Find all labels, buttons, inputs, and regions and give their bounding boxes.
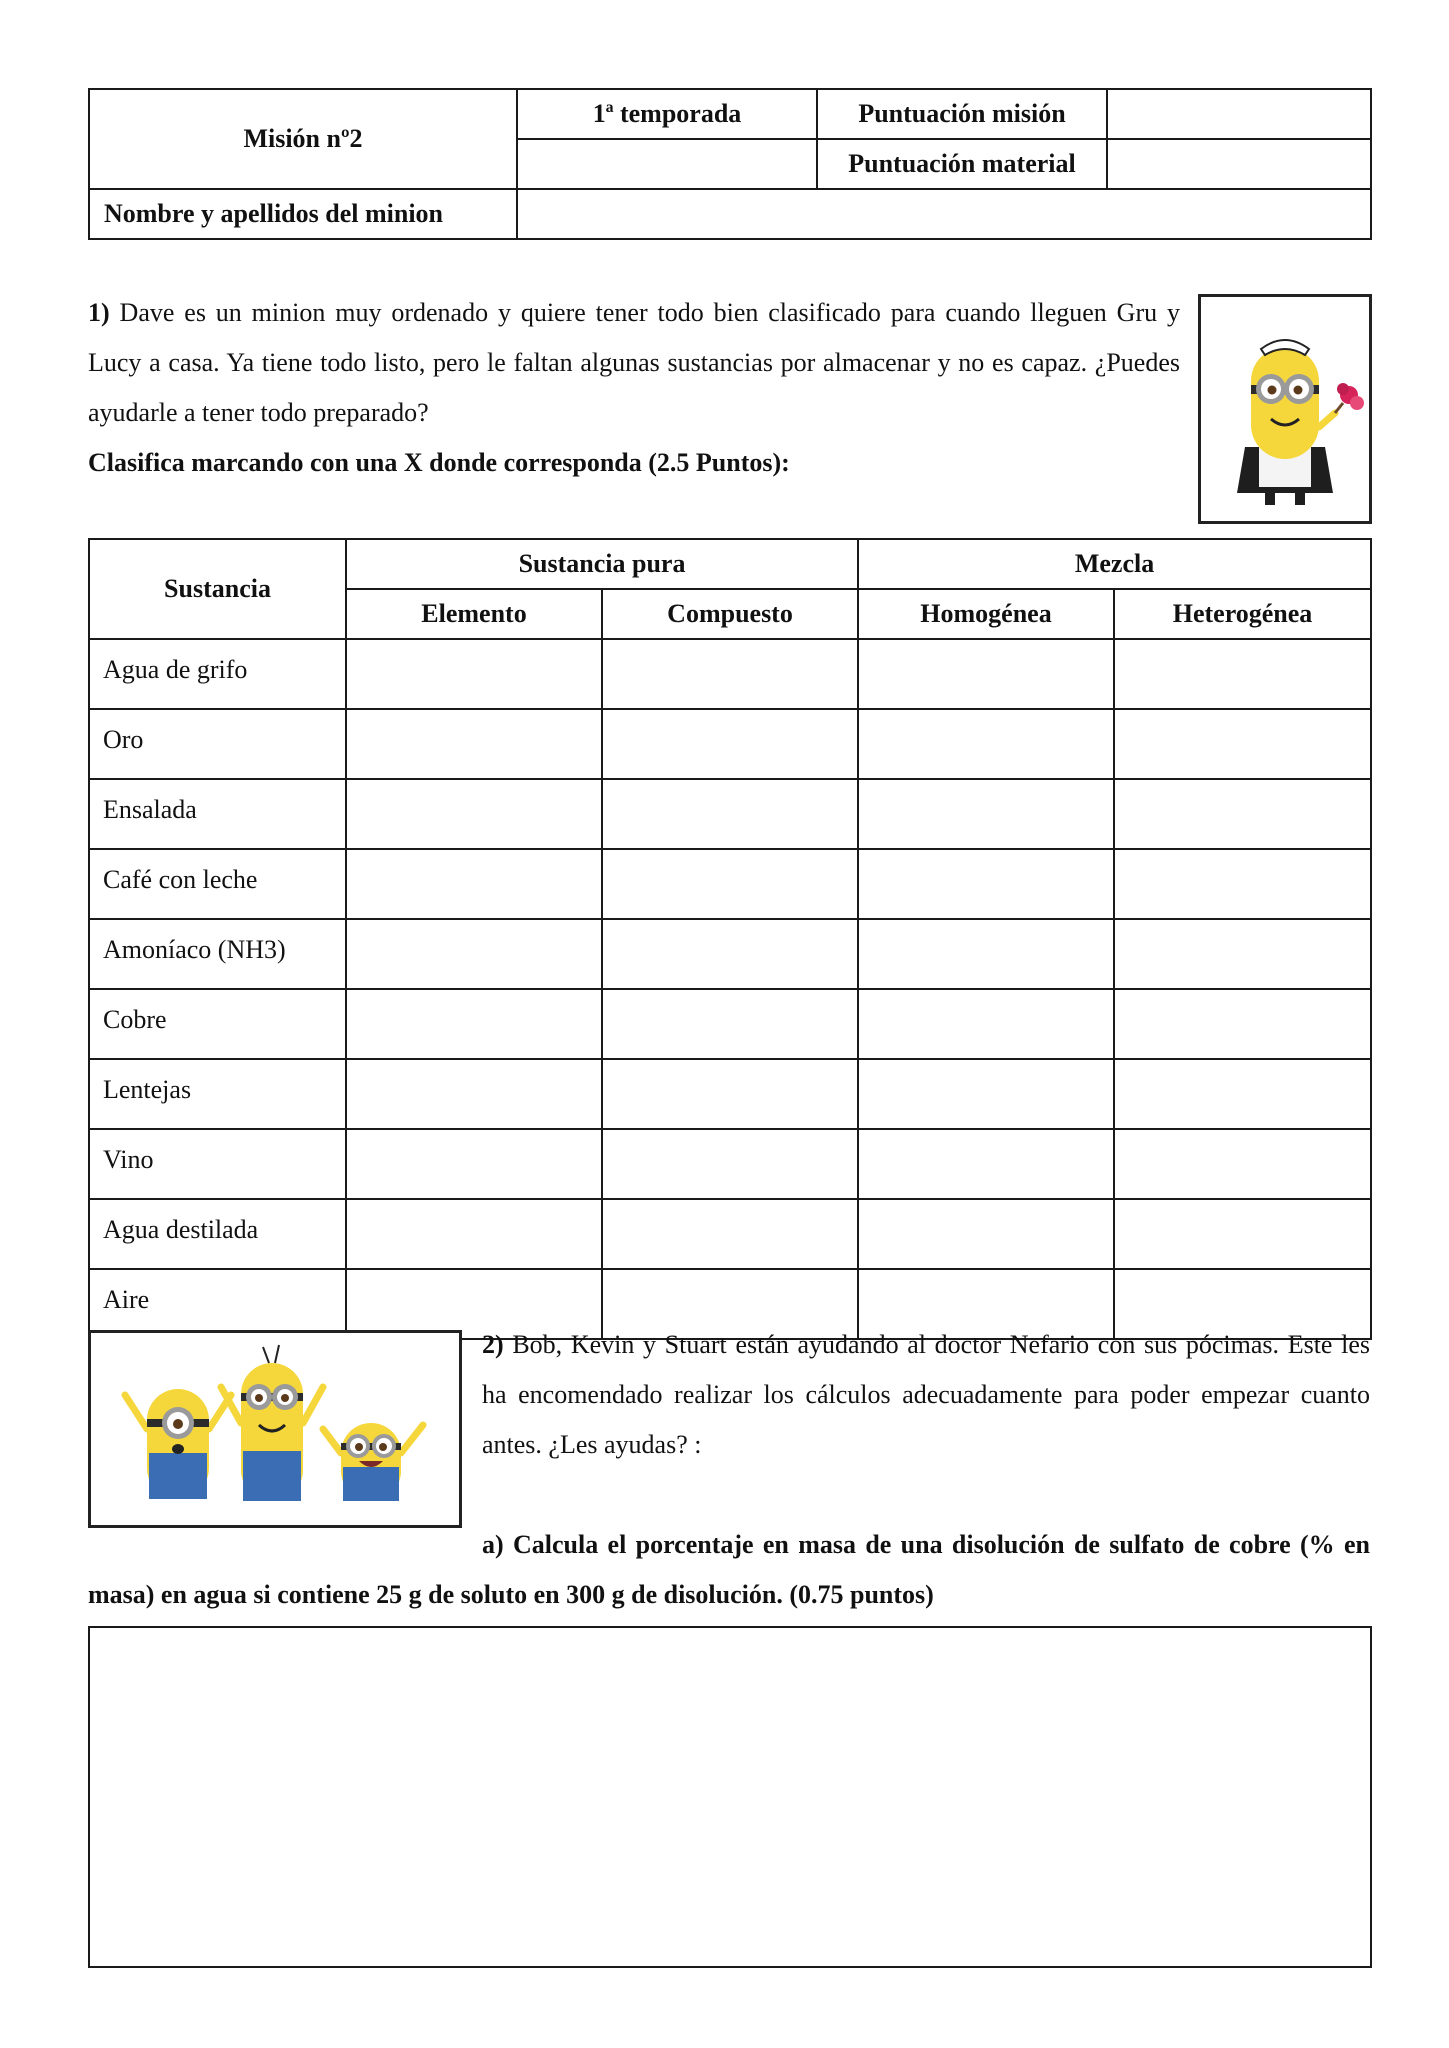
table-row <box>89 1199 1371 1269</box>
question-2-text: Bob, Kevin y Stuart están ayudando al doctor Nefario con sus pócimas. Este les ha encomendado realizar los cálculos adecuadamente para poder empezar cuanto antes. ¿Les ayudas? : <box>482 1330 1370 1459</box>
mission-header-table <box>88 88 1372 240</box>
heterogeneous-cell[interactable] <box>1114 849 1371 919</box>
substance-name: Cobre <box>89 989 346 1059</box>
homogeneous-cell[interactable] <box>858 849 1114 919</box>
homogeneous-cell[interactable] <box>858 639 1114 709</box>
maid-minion-illustration <box>1201 297 1369 521</box>
mission-score-label: Puntuación misión <box>817 89 1107 139</box>
heterogeneous-cell[interactable] <box>1114 709 1371 779</box>
heterogeneous-cell[interactable] <box>1114 919 1371 989</box>
homogeneous-cell[interactable] <box>858 989 1114 1059</box>
question-1-text: Dave es un minion muy ordenado y quiere tener todo bien clasificado para cuando lleguen Gru y Lucy a casa. Ya tiene todo listo, pero le faltan algunas sustancias por almacenar y no es capaz. ¿Puedes ayudarle a tener todo preparado? <box>88 298 1180 427</box>
heterogeneous-cell[interactable] <box>1114 1199 1371 1269</box>
substance-name: Agua destilada <box>89 1199 346 1269</box>
substance-name: Agua de grifo <box>89 639 346 709</box>
compound-cell[interactable] <box>602 919 858 989</box>
element-cell[interactable] <box>346 1059 602 1129</box>
question-1-instruction: Clasifica marcando con una X donde corresponda (2.5 Puntos): <box>88 448 790 477</box>
compound-cell[interactable] <box>602 1129 858 1199</box>
question-2-number: 2) <box>482 1330 504 1359</box>
compound-cell[interactable] <box>602 989 858 1059</box>
pure-substance-header: Sustancia pura <box>346 539 858 589</box>
mission-number: Misión nº2 <box>89 89 517 189</box>
table-row <box>89 919 1371 989</box>
dave-minion-image <box>1198 294 1372 524</box>
element-cell[interactable] <box>346 779 602 849</box>
minion-name-label: Nombre y apellidos del minion <box>89 189 517 239</box>
mixture-header: Mezcla <box>858 539 1371 589</box>
compound-cell[interactable] <box>602 779 858 849</box>
table-row <box>89 989 1371 1059</box>
substance-name: Lentejas <box>89 1059 346 1129</box>
element-header: Elemento <box>346 589 602 639</box>
table-row <box>89 709 1371 779</box>
season-field[interactable] <box>517 139 817 189</box>
homogeneous-cell[interactable] <box>858 1199 1114 1269</box>
heterogeneous-cell[interactable] <box>1114 639 1371 709</box>
classification-table <box>88 538 1372 1340</box>
homogeneous-cell[interactable] <box>858 1129 1114 1199</box>
compound-cell[interactable] <box>602 709 858 779</box>
minion-name-field[interactable] <box>517 189 1371 239</box>
compound-cell[interactable] <box>602 849 858 919</box>
homogeneous-header: Homogénea <box>858 589 1114 639</box>
substance-name: Amoníaco (NH3) <box>89 919 346 989</box>
element-cell[interactable] <box>346 709 602 779</box>
substance-column-header: Sustancia <box>89 539 346 639</box>
compound-header: Compuesto <box>602 589 858 639</box>
table-row <box>89 779 1371 849</box>
element-cell[interactable] <box>346 1129 602 1199</box>
compound-cell[interactable] <box>602 1199 858 1269</box>
cheering-minions-illustration <box>91 1333 459 1525</box>
table-row <box>89 1129 1371 1199</box>
substance-name: Oro <box>89 709 346 779</box>
question-1 <box>88 288 1180 488</box>
homogeneous-cell[interactable] <box>858 709 1114 779</box>
heterogeneous-cell[interactable] <box>1114 779 1371 849</box>
heterogeneous-cell[interactable] <box>1114 1059 1371 1129</box>
homogeneous-cell[interactable] <box>858 779 1114 849</box>
table-row <box>89 1059 1371 1129</box>
answer-box-2a[interactable] <box>88 1626 1372 1968</box>
heterogeneous-cell[interactable] <box>1114 1129 1371 1199</box>
compound-cell[interactable] <box>602 639 858 709</box>
substance-name: Vino <box>89 1129 346 1199</box>
substance-name: Café con leche <box>89 849 346 919</box>
question-2a-text: a) Calcula el porcentaje en masa de una disolución de sulfato de cobre (% en masa) en agua si contiene 25 g de soluto en 300 g de disolución. (0.75 puntos) <box>88 1530 1370 1609</box>
heterogeneous-cell[interactable] <box>1114 989 1371 1059</box>
mission-score-field[interactable] <box>1107 89 1371 139</box>
material-score-field[interactable] <box>1107 139 1371 189</box>
element-cell[interactable] <box>346 639 602 709</box>
homogeneous-cell[interactable] <box>858 1059 1114 1129</box>
substance-name: Aire <box>89 1269 346 1339</box>
element-cell[interactable] <box>346 1199 602 1269</box>
heterogeneous-header: Heterogénea <box>1114 589 1371 639</box>
question-1-number: 1) <box>88 298 110 327</box>
question-2a <box>88 1520 1370 1620</box>
question-2 <box>482 1320 1370 1470</box>
compound-cell[interactable] <box>602 1059 858 1129</box>
material-score-label: Puntuación material <box>817 139 1107 189</box>
homogeneous-cell[interactable] <box>858 919 1114 989</box>
season-label: 1ª temporada <box>517 89 817 139</box>
table-row <box>89 639 1371 709</box>
three-minions-image <box>88 1330 462 1528</box>
table-row <box>89 849 1371 919</box>
substance-name: Ensalada <box>89 779 346 849</box>
element-cell[interactable] <box>346 989 602 1059</box>
element-cell[interactable] <box>346 919 602 989</box>
element-cell[interactable] <box>346 849 602 919</box>
